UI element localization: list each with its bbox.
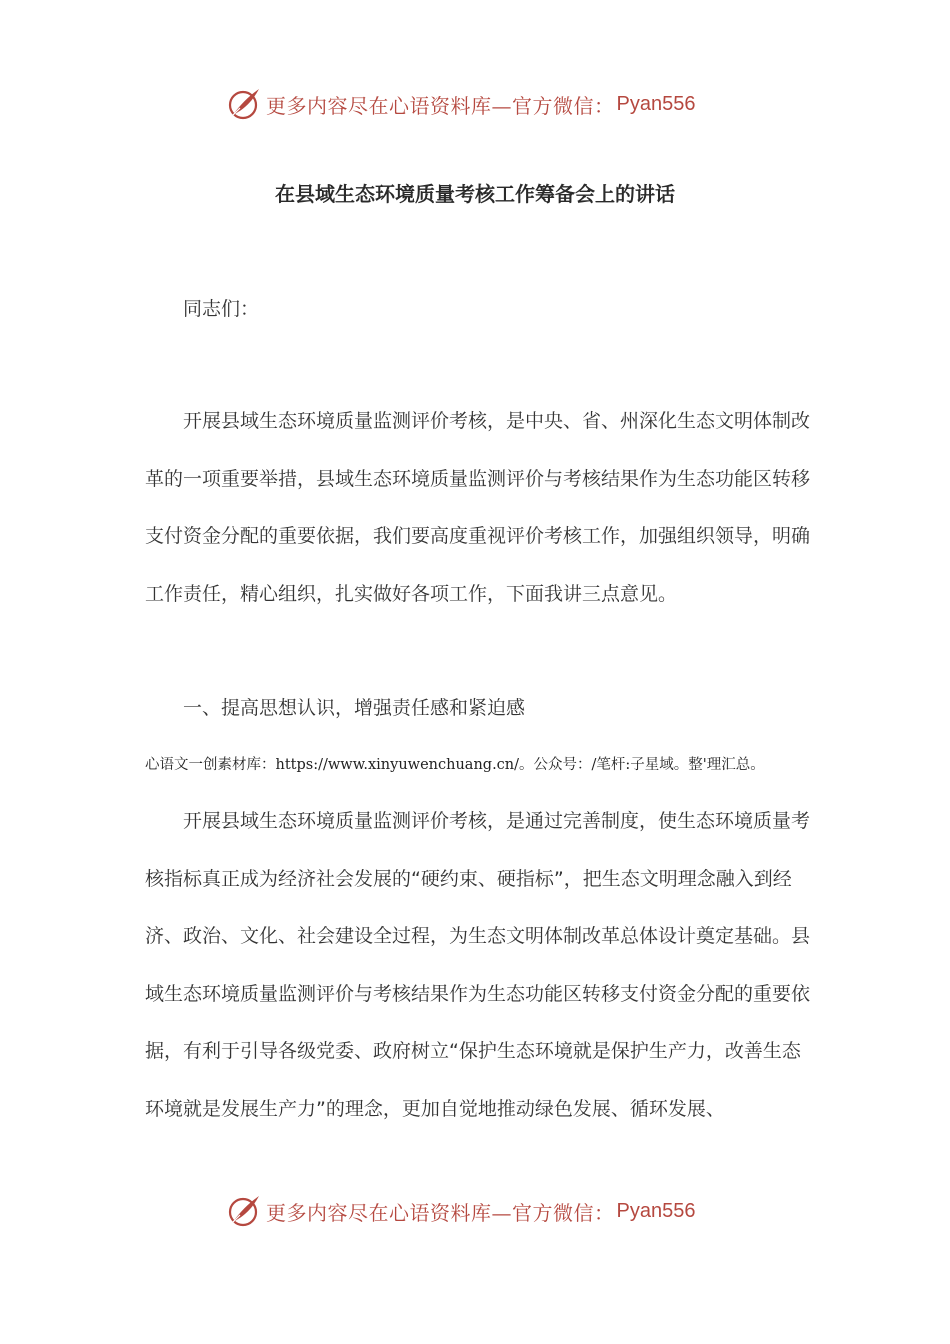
header-banner-text: 更多内容尽在心语资料库—官方微信： — [266, 93, 615, 118]
paragraph-section-1: 开展县域生态环境质量监测评价考核，是通过完善制度，使生态环境质量考核指标真正成为经济社会发展的“硬约束、硬指标”，把生态文明理念融入到经济、政治、文化、社会建设全过程，为生态文明体制改革总体设计奠定基础。县域生态环境质量监测评价与考核结果作为生态功能区转移支付资金分配的重要依据，有利于引导各级党委、政府树立“保护生态环境就是保护生产力，改善生态环境就是发展生产力”的理念，更加自觉地推动绿色发展、循环发展、 — [145, 810, 811, 1120]
header-banner-wechat-id: Pyan556 — [616, 92, 696, 115]
quill-logo-icon — [226, 86, 262, 122]
source-watermark-line: 心语文一创素材库：https://www.xinyuwenchuang.cn/。公众号：/笔杆:子星域。整'理汇总。 — [145, 757, 765, 773]
header-banner — [226, 84, 695, 124]
section-heading-1: 一、提高思想认识，增强责任感和紧迫感 — [183, 697, 526, 719]
footer-banner-wechat-id: Pyan556 — [616, 1199, 696, 1222]
quill-logo-icon — [226, 1193, 262, 1229]
footer-banner — [226, 1191, 695, 1231]
page-title: 在县域生态环境质量考核工作筹备会上的讲话 — [275, 182, 675, 206]
greeting: 同志们： — [183, 298, 260, 320]
footer-banner-text: 更多内容尽在心语资料库—官方微信： — [266, 1200, 615, 1225]
paragraph-intro: 开展县域生态环境质量监测评价考核，是中央、省、州深化生态文明体制改革的一项重要举措，县域生态环境质量监测评价与考核结果作为生态功能区转移支付资金分配的重要依据，我们要高度重视评价考核工作，加强组织领导，明确工作责任，精心组织，扎实做好各项工作，下面我讲三点意见。 — [145, 410, 811, 605]
